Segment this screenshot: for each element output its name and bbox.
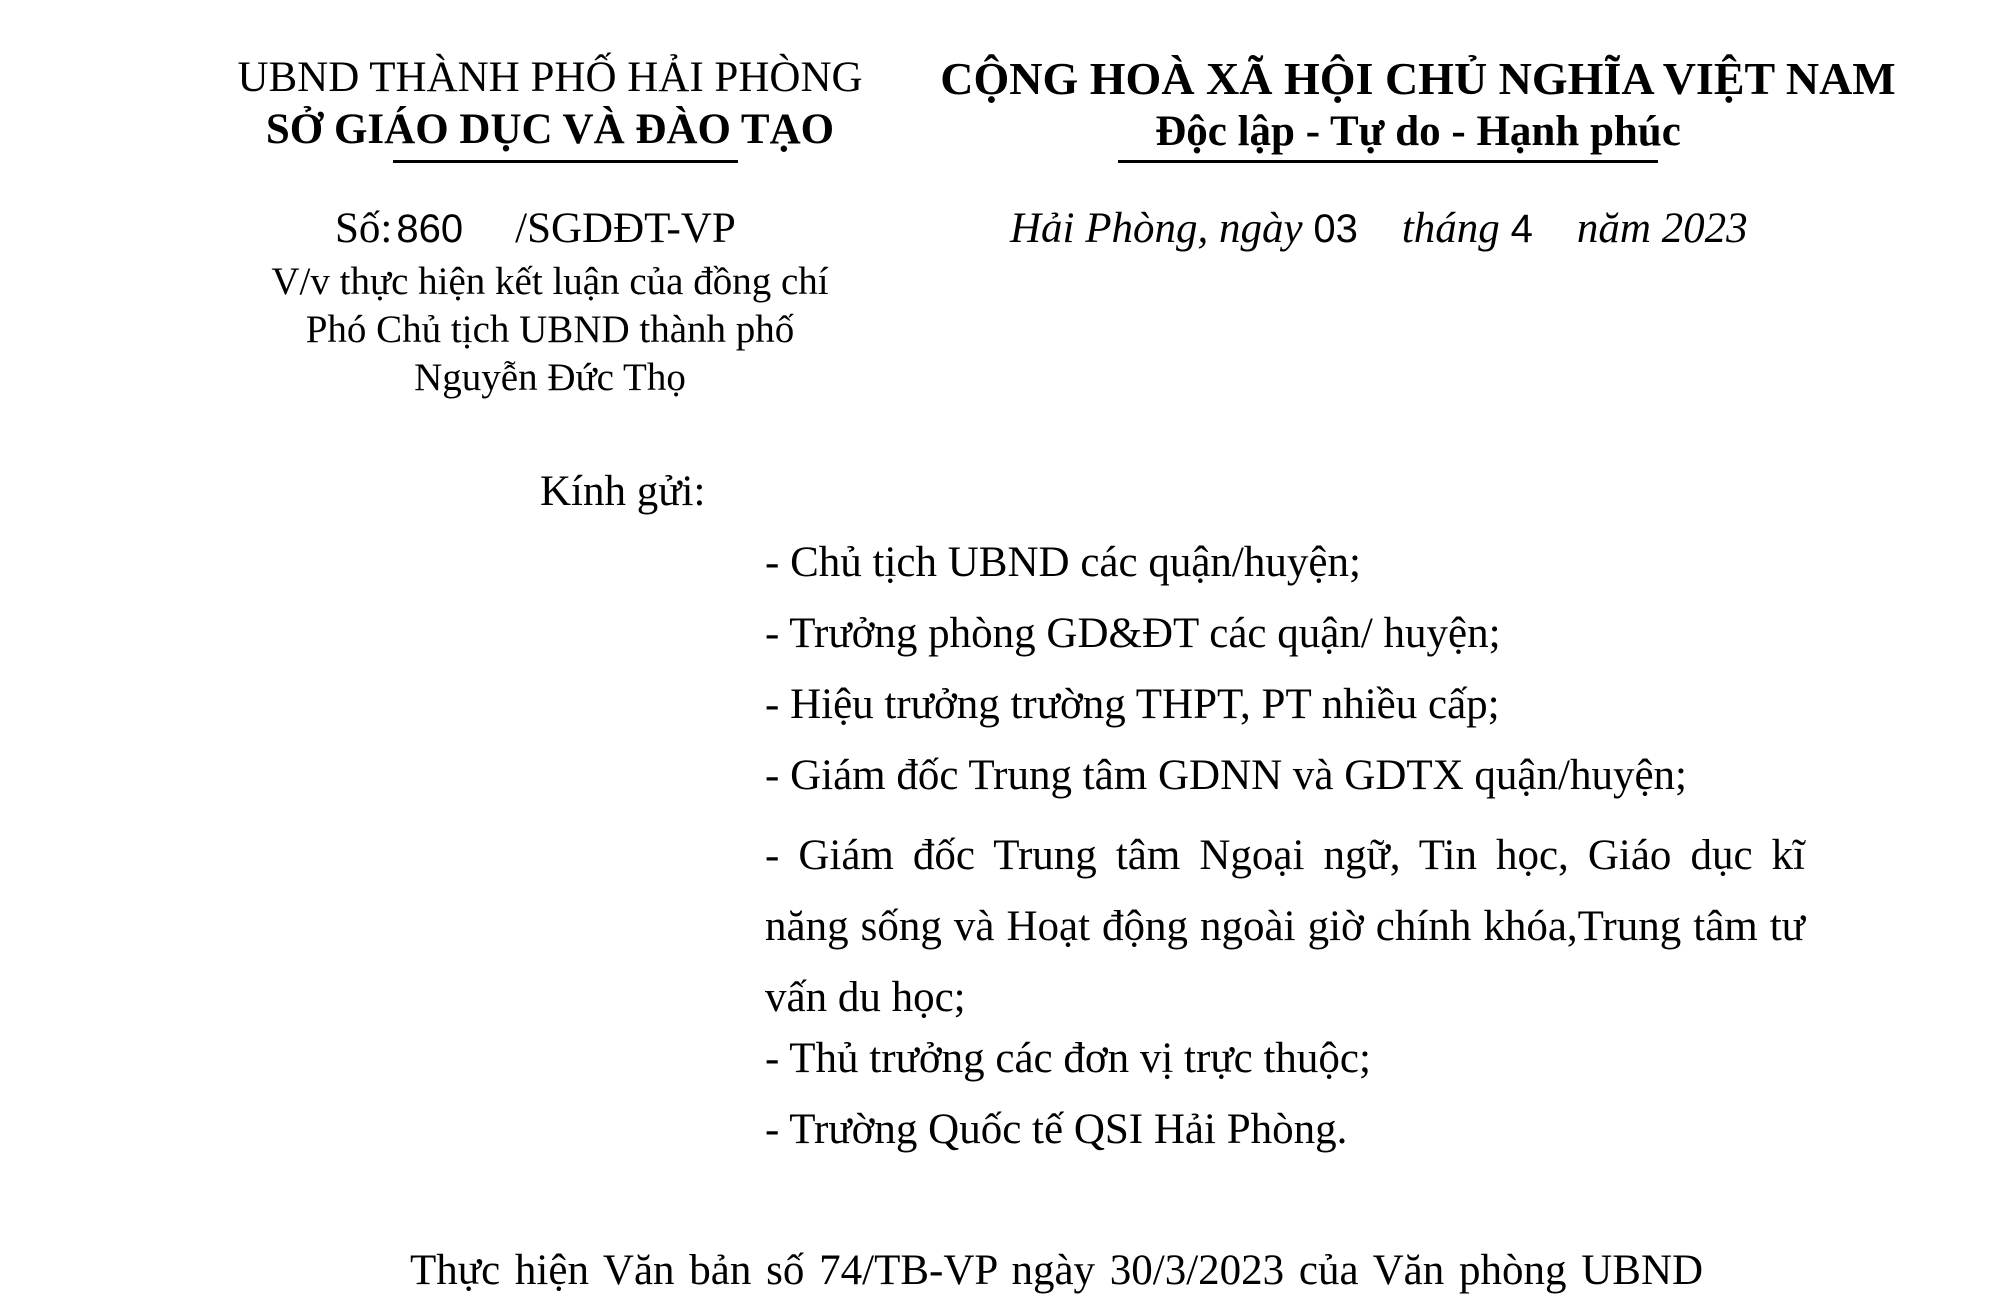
body-paragraph-line: Thực hiện Văn bản số 74/TB-VP ngày 30/3/2023 của Văn phòng UBND xyxy=(410,1247,1704,1294)
date-year: năm 2023 xyxy=(1576,205,1748,252)
date-day: 03 xyxy=(1313,207,1358,251)
date-place-day-label: Hải Phòng, ngày xyxy=(1010,205,1303,252)
document-number-prefix: Số: xyxy=(335,205,393,252)
date-month-label: tháng xyxy=(1401,205,1500,252)
document-number-code: /SGDĐT-VP xyxy=(515,205,736,252)
recipient-item: - Chủ tịch UBND các quận/huyện; xyxy=(765,539,1361,586)
recipient-item: - Giám đốc Trung tâm GDNN và GDTX quận/huyện; xyxy=(765,752,1688,799)
document-number xyxy=(335,203,736,255)
department-underline xyxy=(393,160,738,163)
document-date xyxy=(1010,203,1748,255)
issuing-authority: UBND THÀNH PHỐ HẢI PHÒNG xyxy=(237,54,863,101)
subject-line: Phó Chủ tịch UBND thành phố xyxy=(305,308,795,351)
national-motto: Độc lập - Tự do - Hạnh phúc xyxy=(1155,108,1681,155)
subject-line: V/v thực hiện kết luận của đồng chí xyxy=(271,260,829,303)
national-title: CỘNG HOÀ XÃ HỘI CHỦ NGHĨA VIỆT NAM xyxy=(940,53,1896,104)
date-month: 4 xyxy=(1510,207,1533,251)
recipient-item: - Trưởng phòng GD&ĐT các quận/ huyện; xyxy=(765,610,1501,657)
greeting: Kính gửi: xyxy=(540,468,706,515)
recipient-item: - Thủ trưởng các đơn vị trực thuộc; xyxy=(765,1035,1371,1082)
motto-underline xyxy=(1118,160,1658,163)
recipient-item: - Hiệu trưởng trường THPT, PT nhiều cấp; xyxy=(765,681,1500,728)
recipient-item: - Giám đốc Trung tâm Ngoại ngữ, Tin học, Giáo dục kĩ năng sống và Hoạt động ngoài giờ chính khóa,Trung tâm tư vấn du học; xyxy=(765,832,1805,1021)
recipient-item: - Trường Quốc tế QSI Hải Phòng. xyxy=(765,1106,1348,1153)
subject-line: Nguyễn Đức Thọ xyxy=(414,356,686,399)
document-number-value: 860 xyxy=(396,207,464,251)
issuing-department: SỞ GIÁO DỤC VÀ ĐÀO TẠO xyxy=(265,106,835,153)
